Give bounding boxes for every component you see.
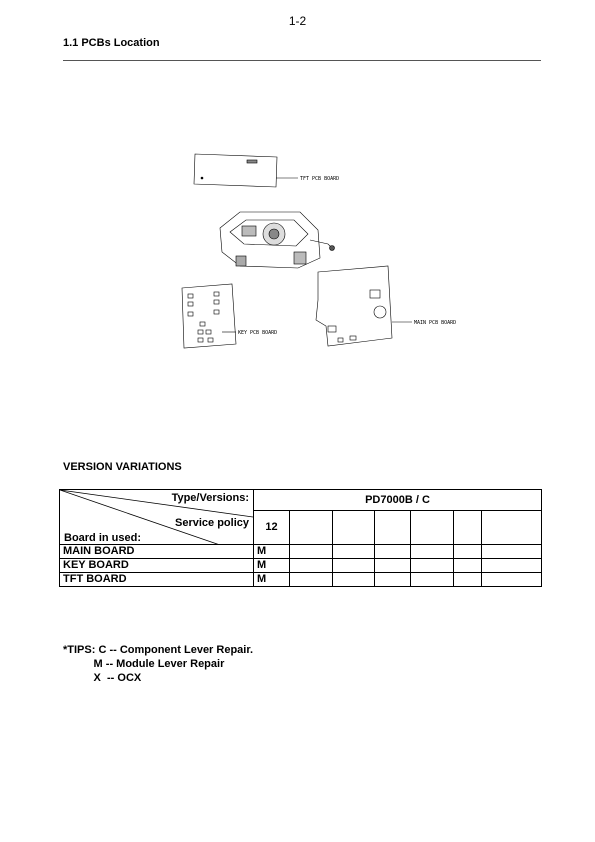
policy-cell	[333, 559, 375, 573]
key-pcb-board-drawing	[182, 284, 236, 348]
version-col: 12	[254, 511, 290, 545]
main-pcb-board-drawing	[316, 266, 412, 346]
table-header-row	[60, 490, 542, 511]
table-row	[60, 559, 542, 573]
policy-cell	[375, 545, 411, 559]
table-row	[60, 573, 542, 587]
version-variations-heading: VERSION VARIATIONS	[63, 461, 182, 473]
policy-cell	[375, 559, 411, 573]
tips-block	[63, 643, 253, 685]
policy-cell	[482, 559, 542, 573]
board-name: MAIN BOARD	[60, 545, 254, 559]
key-pcb-label: KEY PCB BOARD	[238, 330, 278, 336]
version-col	[375, 511, 411, 545]
tip-line: X -- OCX	[63, 672, 142, 684]
board-in-used-header: Board in used:	[64, 532, 142, 544]
policy-cell	[454, 545, 482, 559]
service-policy-header: Service policy	[175, 517, 249, 529]
version-col	[482, 511, 542, 545]
version-col	[290, 511, 333, 545]
policy-cell	[333, 545, 375, 559]
policy-cell	[482, 573, 542, 587]
policy-cell: M	[254, 559, 290, 573]
policy-cell	[411, 573, 454, 587]
version-table	[59, 489, 542, 587]
policy-cell: M	[254, 573, 290, 587]
policy-cell	[290, 573, 333, 587]
diagonal-header-cell	[60, 490, 254, 545]
page-number: 1-2	[288, 14, 307, 28]
policy-cell	[454, 573, 482, 587]
section-title: 1.1 PCBs Location	[63, 37, 160, 49]
policy-cell	[290, 559, 333, 573]
version-col	[454, 511, 482, 545]
pcb-location-diagram	[170, 140, 500, 380]
type-versions-header: Type/Versions:	[171, 492, 249, 504]
policy-cell	[411, 545, 454, 559]
version-col	[411, 511, 454, 545]
board-name: KEY BOARD	[60, 559, 254, 573]
policy-cell	[482, 545, 542, 559]
board-name: TFT BOARD	[60, 573, 254, 587]
header-rule	[63, 60, 541, 61]
tft-pcb-label: TFT PCB BOARD	[300, 176, 340, 182]
loader-mechanism-drawing	[220, 212, 335, 268]
policy-cell	[333, 573, 375, 587]
tft-pcb-board-drawing	[194, 154, 298, 187]
tip-line: M -- Module Lever Repair	[63, 658, 225, 670]
policy-cell	[454, 559, 482, 573]
tip-line: *TIPS: C -- Component Lever Repair.	[63, 644, 254, 656]
policy-cell	[375, 573, 411, 587]
policy-cell	[411, 559, 454, 573]
version-col	[333, 511, 375, 545]
main-pcb-label: MAIN PCB BOARD	[414, 320, 457, 326]
table-row	[60, 545, 542, 559]
model-header: PD7000B / C	[254, 490, 542, 511]
policy-cell	[290, 545, 333, 559]
policy-cell: M	[254, 545, 290, 559]
